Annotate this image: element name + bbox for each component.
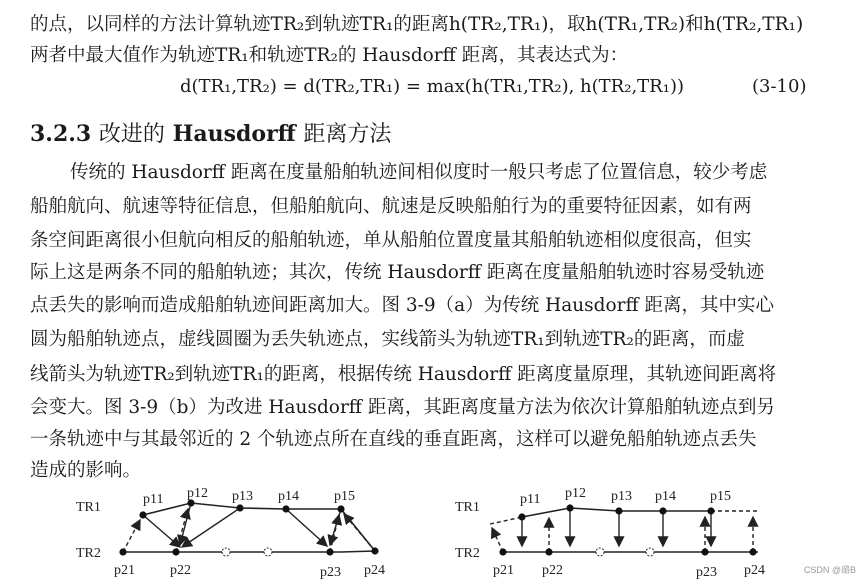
section-title-cn1: 改进的 <box>98 122 165 147</box>
point-label: p11 <box>143 492 164 507</box>
point-label: p15 <box>334 489 355 504</box>
point-label: p12 <box>187 486 208 501</box>
para2-line: 条空间距离很小但航向相反的船舶轨迹，单从船舶位置度量其船舶轨迹相似度很高，但实 <box>30 230 752 251</box>
para2-line: 点丢失的影响而造成船舶轨迹间距离加大。图 3-9（a）为传统 Hausdorff 距离，其中实心 <box>30 295 775 316</box>
row-label-tr2: TR2 <box>76 546 101 561</box>
equation-number: (3-10) <box>752 76 807 97</box>
point-label: p24 <box>744 563 765 578</box>
watermark: CSDN @璐B <box>803 565 856 575</box>
para2-line: 造成的影响。 <box>30 460 142 481</box>
para1-line2: 两者中最大值作为轨迹TR₁和轨迹TR₂的 Hausdorff 距离，其表达式为： <box>30 45 629 66</box>
point-label: p13 <box>611 489 632 504</box>
para1-line1: 的点，以同样的方法计算轨迹TR₂到轨迹TR₁的距离h(TR₂,TR₁)，取h(TR₁,TR₂)和h(TR₂,TR₁) <box>30 14 804 35</box>
point-label: p11 <box>520 492 541 507</box>
section-number: 3.2.3 <box>30 121 92 147</box>
row-label-tr2: TR2 <box>455 546 480 561</box>
point-label: p23 <box>320 565 341 580</box>
point-label: p22 <box>542 563 563 578</box>
para2-line: 圆为船舶轨迹点，虚线圆圈为丢失轨迹点，实线箭头为轨迹TR₁到轨迹TR₂的距离，而虚 <box>30 329 745 350</box>
point-label: p13 <box>232 489 253 504</box>
figure-panel-b <box>455 486 765 580</box>
para2-line: 一条轨迹中与其最邻近的 2 个轨迹点所在直线的垂直距离，这样可以避免船舶轨迹点丢失 <box>30 429 757 450</box>
point-label: p14 <box>655 489 676 504</box>
point-label: p21 <box>114 563 135 578</box>
section-title-cn2: 距离方法 <box>303 122 392 147</box>
para2-line: 会变大。图 3-9（b）为改进 Hausdorff 距离，其距离度量方法为依次计算船舶轨迹点到另 <box>30 397 775 418</box>
point-label: p23 <box>696 565 717 580</box>
para2-line: 际上这是两条不同的船舶轨迹；其次，传统 Hausdorff 距离在度量船舶轨迹时容易受轨迹 <box>30 262 765 283</box>
point-label: p14 <box>278 489 299 504</box>
point-label: p21 <box>493 563 514 578</box>
figure-panel-a <box>76 486 385 580</box>
equation-3-10: d(TR₁,TR₂) = d(TR₂,TR₁) = max(h(TR₁,TR₂), h(TR₂,TR₁)) <box>180 76 684 97</box>
row-label-tr1: TR1 <box>76 500 101 515</box>
point-label: p24 <box>364 563 385 578</box>
para2-line: 线箭头为轨迹TR₂到轨迹TR₁的距离，根据传统 Hausdorff 距离度量原理，其轨迹间距离将 <box>30 364 777 385</box>
point-label: p12 <box>565 486 586 501</box>
point-label: p22 <box>170 563 191 578</box>
point-label: p15 <box>710 489 731 504</box>
para2-line: 传统的 Hausdorff 距离在度量船舶轨迹间相似度时一般只考虑了位置信息，较少考虑 <box>70 162 768 183</box>
section-title-en: Hausdorff <box>172 121 296 147</box>
row-label-tr1: TR1 <box>455 500 480 515</box>
para2-line: 船舶航向、航速等特征信息，但船舶航向、航速是反映船舶行为的重要特征因素，如有两 <box>30 196 752 217</box>
